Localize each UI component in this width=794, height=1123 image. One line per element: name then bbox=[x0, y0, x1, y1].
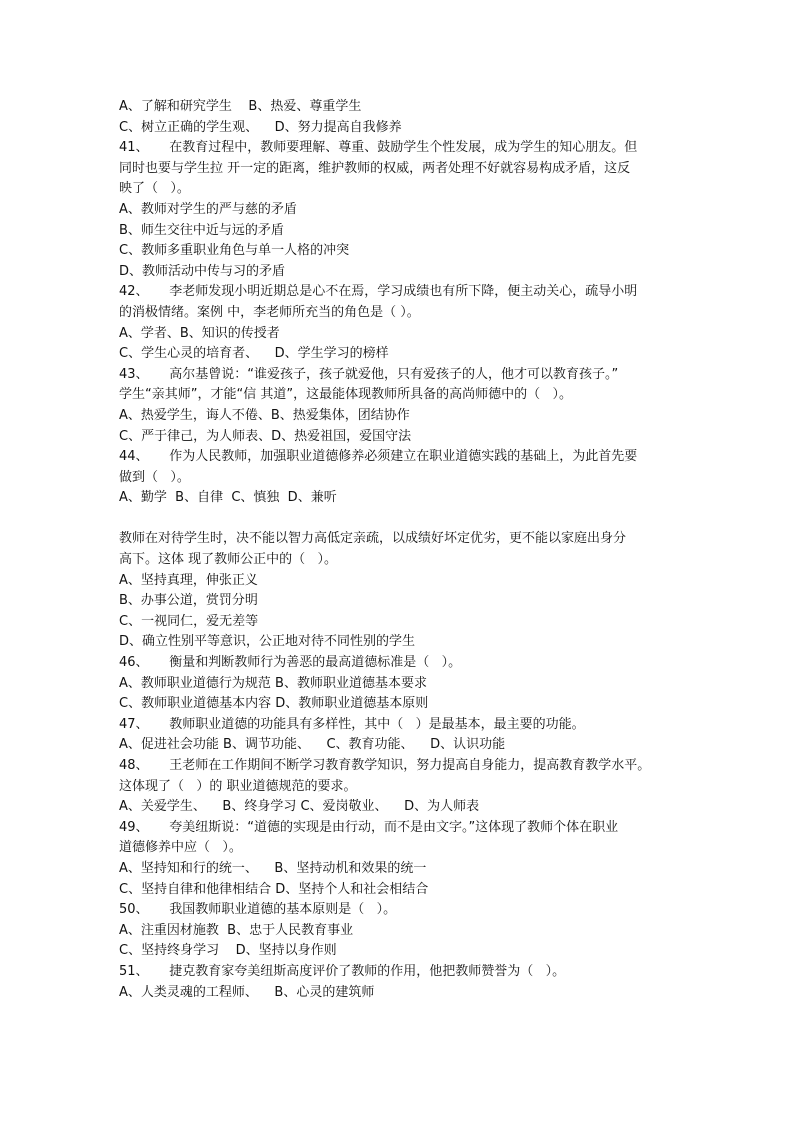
question-45-cont: 高下。这体 现了教师公正中的（ ）。 bbox=[119, 552, 338, 568]
option-line: A、关爱学生、 B、终身学习 C、爱岗敬业、 D、为人师表 bbox=[119, 799, 480, 815]
option-line: C、一视同仁，爱无差等 bbox=[119, 613, 259, 629]
option-line: C、严于律己，为人师表、D、热爱祖国，爱国守法 bbox=[119, 428, 412, 444]
option-line: A、学者、B、知识的传授者 bbox=[119, 325, 280, 341]
document-text bbox=[119, 97, 679, 1003]
question-41: 41、 在教育过程中，教师要理解、尊重、鼓励学生个性发展，成为学生的知心朋友。但 bbox=[119, 140, 638, 156]
option-line: C、树立正确的学生观、 D、努力提高自我修养 bbox=[119, 119, 402, 135]
option-line: A、教师职业道德行为规范 B、教师职业道德基本要求 bbox=[119, 675, 427, 691]
option-line: D、教师活动中传与习的矛盾 bbox=[119, 263, 286, 279]
option-line: A、了解和研究学生 B、热爱、尊重学生 bbox=[119, 99, 362, 114]
option-line: C、坚持自律和他律相结合 D、坚持个人和社会相结合 bbox=[119, 881, 429, 897]
option-line: C、教师职业道德基本内容 D、教师职业道德基本原则 bbox=[119, 696, 429, 712]
question-41-cont: 映了（ ）。 bbox=[119, 181, 190, 197]
option-line: C、教师多重职业角色与单一人格的冲突 bbox=[119, 243, 350, 259]
option-line: A、坚持真理，伸张正义 bbox=[119, 572, 258, 588]
question-41-cont: 同时也要与学生拉 开一定的距离，维护教师的权威，两者处理不好就容易构成矛盾，这反 bbox=[119, 160, 631, 176]
option-line: A、促进社会功能 B、调节功能、 C、教育功能、 D、认识功能 bbox=[119, 737, 506, 753]
question-48-cont: 这体现了（ ）的 职业道德规范的要求。 bbox=[119, 778, 357, 794]
question-42-cont: 的消极情绪。案例 中，李老师所充当的角色是（ ）。 bbox=[119, 304, 420, 320]
option-line: A、热爱学生，诲人不倦、B、热爱集体，团结协作 bbox=[119, 407, 410, 423]
option-line: B、师生交往中近与远的矛盾 bbox=[119, 222, 284, 238]
paragraph-gap bbox=[119, 509, 679, 530]
option-line: D、确立性别平等意识，公正地对待不同性别的学生 bbox=[119, 634, 416, 650]
option-line: A、人类灵魂的工程师、 B、心灵的建筑师 bbox=[119, 984, 375, 1000]
option-line: C、学生心灵的培育者、 D、学生学习的榜样 bbox=[119, 346, 389, 362]
question-43-cont: 学生“亲其师”，才能“信 其道”，这最能体现教师所具备的高尚师德中的（ ）。 bbox=[119, 387, 572, 403]
option-line: A、注重因材施教 B、忠于人民教育事业 bbox=[119, 922, 354, 938]
question-43: 43、 高尔基曾说：“谁爱孩子，孩子就爱他，只有爱孩子的人，他才可以教育孩子。” bbox=[119, 366, 619, 382]
question-49-cont: 道德修养中应（ ）。 bbox=[119, 840, 242, 856]
question-50: 50、 我国教师职业道德的基本原则是（ ）。 bbox=[119, 902, 397, 918]
option-line: A、教师对学生的严与慈的矛盾 bbox=[119, 201, 297, 217]
option-line: A、勤学 B、自律 C、慎独 D、兼听 bbox=[119, 490, 337, 506]
question-51: 51、 捷克教育家夸美纽斯高度评价了教师的作用，他把教师赞誉为（ ）。 bbox=[119, 963, 566, 979]
question-49: 49、 夸美纽斯说：“道德的实现是由行动，而不是由文字。”这体现了教师个体在职业 bbox=[119, 819, 619, 835]
option-line: C、坚持终身学习 D、坚持以身作则 bbox=[119, 943, 337, 959]
question-44: 44、 作为人民教师，加强职业道德修养必须建立在职业道德实践的基础上，为此首先要 bbox=[119, 449, 638, 465]
option-line: B、办事公道，赏罚分明 bbox=[119, 593, 258, 609]
question-47: 47、 教师职业道德的功能具有多样性，其中（ ）是最基本，最主要的功能。 bbox=[119, 716, 585, 732]
question-48: 48、 王老师在工作期间不断学习教育教学知识，努力提高自身能力，提高教育教学水平。 bbox=[119, 758, 651, 773]
question-44-cont: 做到（ ）。 bbox=[119, 469, 190, 485]
question-42: 42、 李老师发现小明近期总是心不在焉，学习成绩也有所下降，便主动关心，疏导小明 bbox=[119, 284, 638, 300]
question-45: 教师在对待学生时，决不能以智力高低定亲疏，以成绩好坏定优劣，更不能以家庭出身分 bbox=[119, 531, 627, 547]
option-line: A、坚持知和行的统一、 B、坚持动机和效果的统一 bbox=[119, 860, 427, 876]
question-46: 46、 衡量和判断教师行为善恶的最高道德标准是（ ）。 bbox=[119, 655, 462, 671]
